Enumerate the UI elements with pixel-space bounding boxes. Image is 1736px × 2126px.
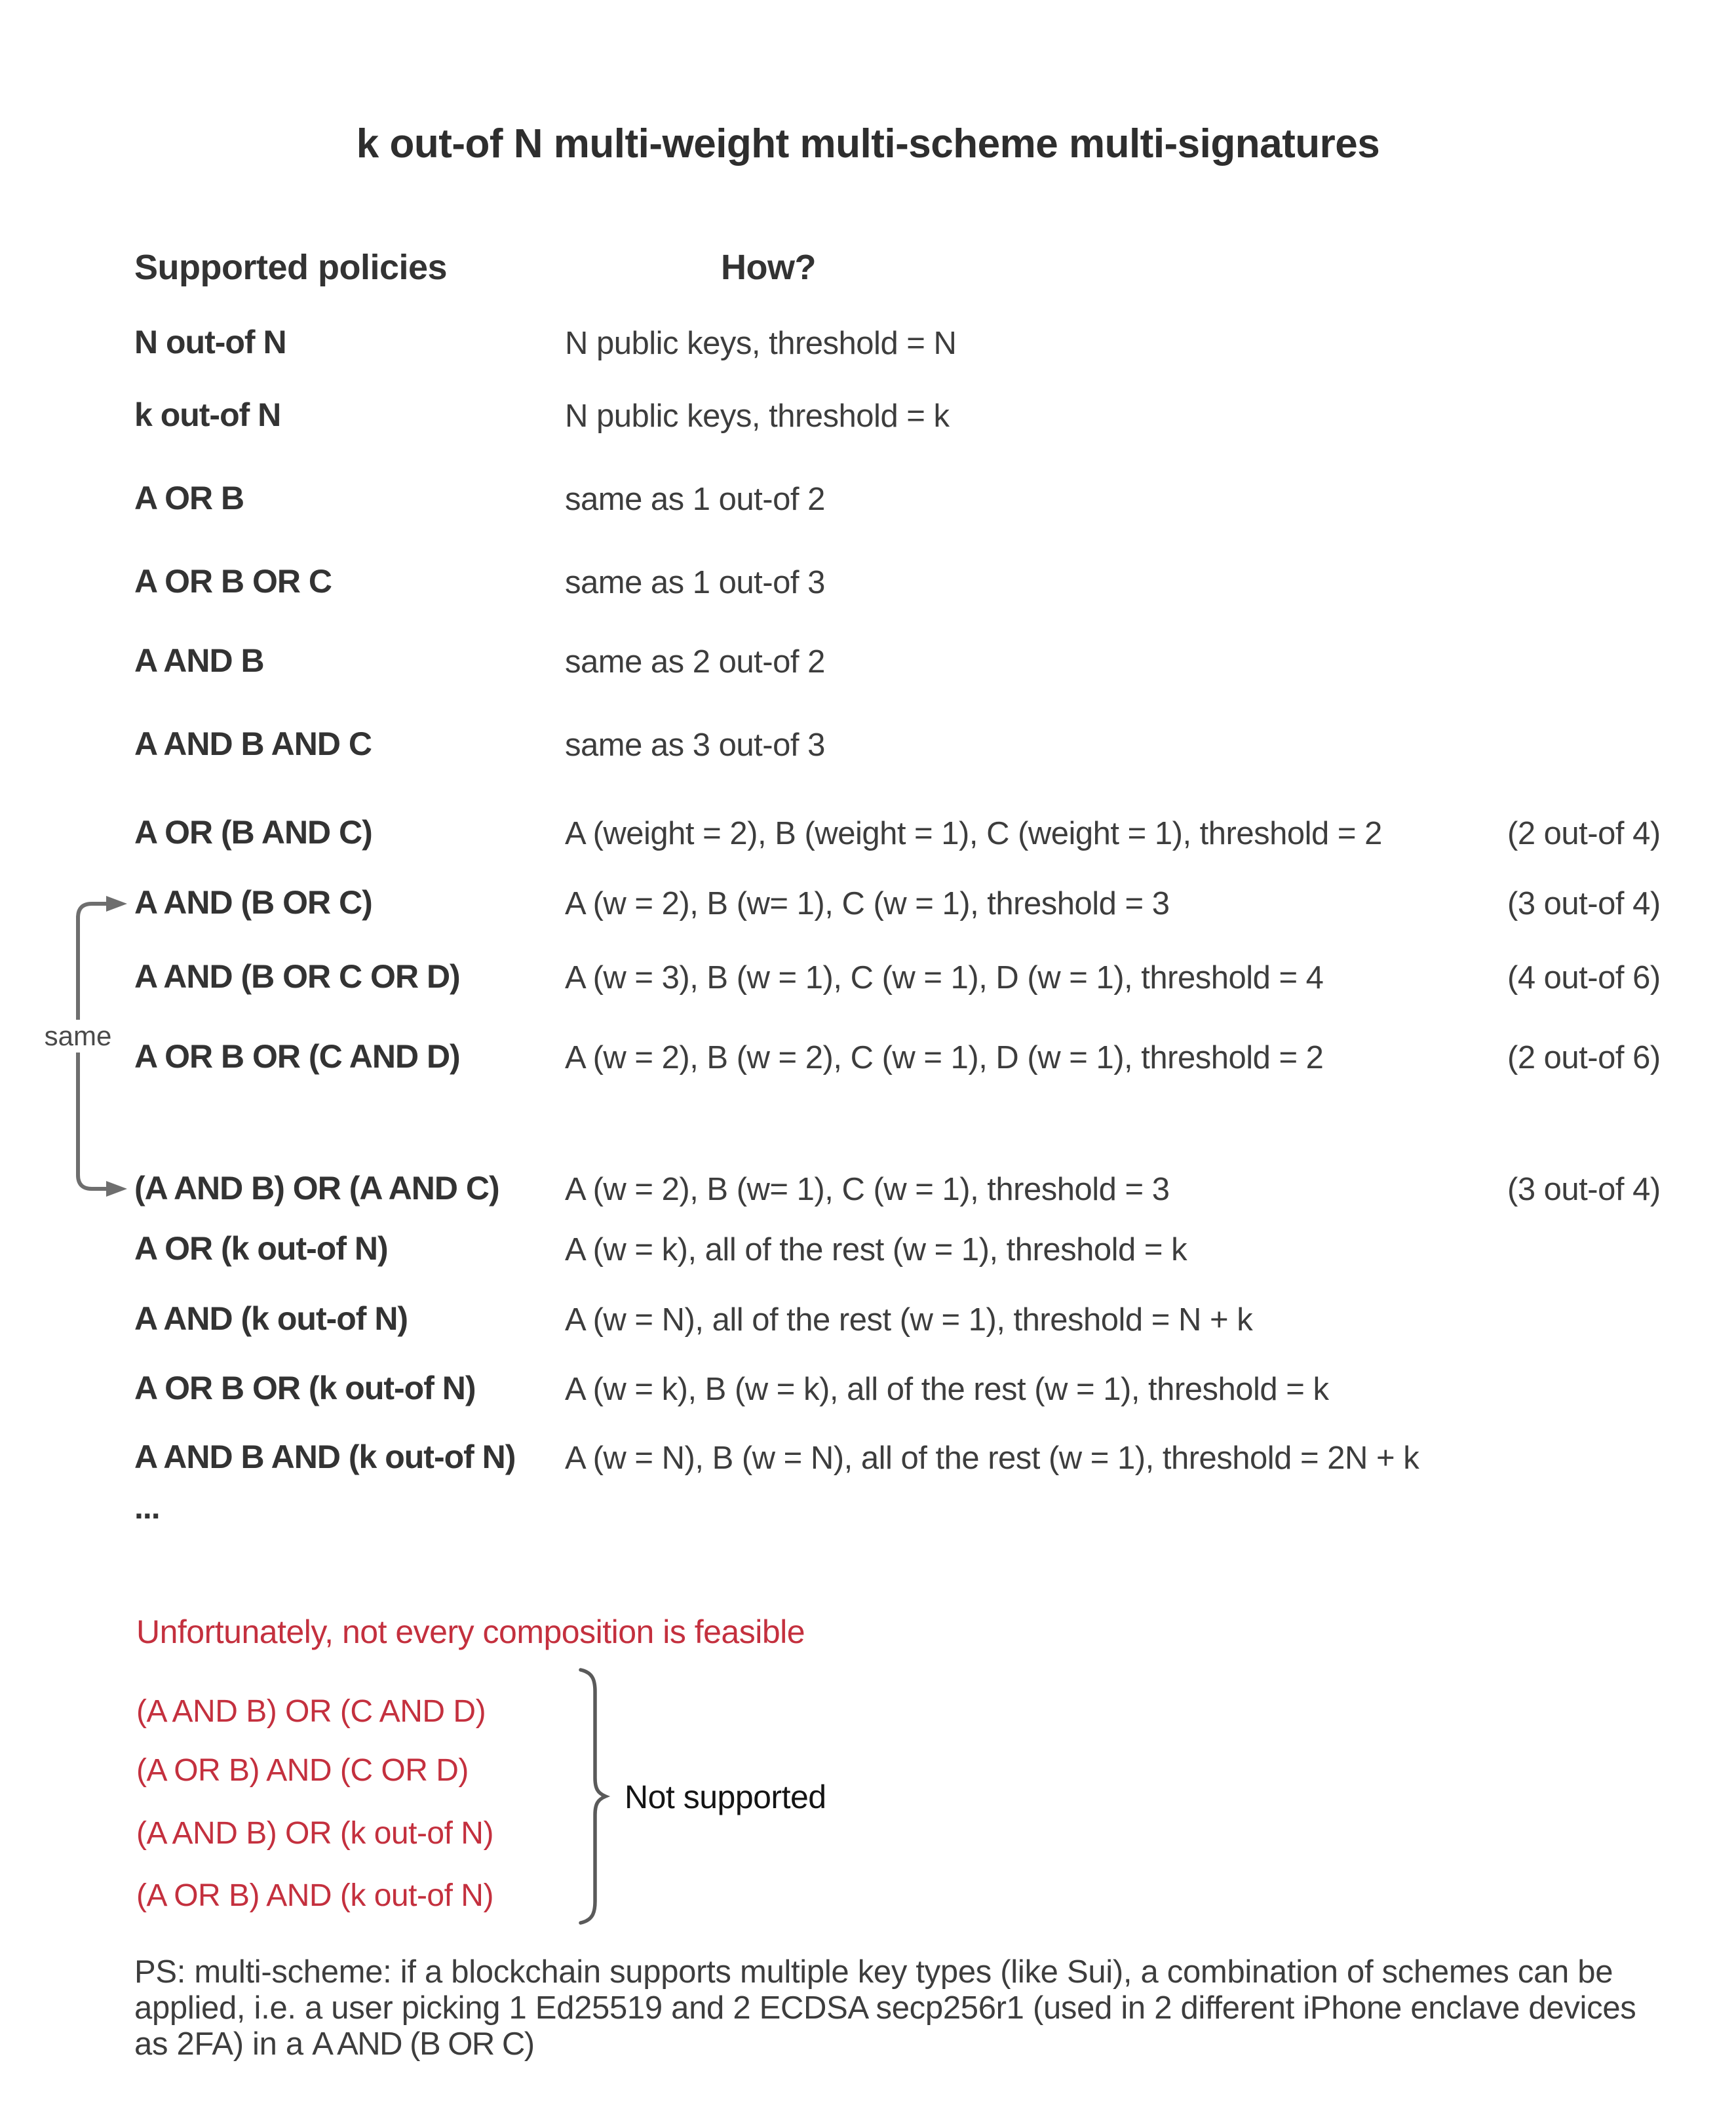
how-cell: A (w = N), all of the rest (w = 1), threshold = N + k [565,1302,1253,1338]
note-cell: (2 out-of 4) [1507,816,1661,851]
policies-column-header: Supported policies [134,248,448,287]
table-row [0,884,1736,930]
page-title: k out-of N multi-weight multi-scheme multi-signatures [356,121,1380,166]
table-row [0,642,1736,688]
ellipsis-cell: ... [134,1489,160,1526]
policy-cell: k out-of N [134,396,281,433]
ps-line: as 2FA) in a A AND (B OR C) [134,2026,534,2062]
table-row [0,1370,1736,1416]
policy-cell: A AND (B OR C) [134,884,372,921]
how-cell: A (w = 2), B (w= 1), C (w = 1), threshold = 3 [565,1172,1170,1207]
table-row [0,814,1736,860]
policy-cell: N out-of N [134,324,286,360]
how-cell: A (w = 2), B (w= 1), C (w = 1), threshold = 3 [565,886,1170,921]
ellipsis-row [0,1489,1736,1535]
how-cell: A (w = k), all of the rest (w = 1), threshold = k [565,1232,1187,1267]
note-cell: (2 out-of 6) [1507,1040,1661,1075]
policy-cell: A OR (k out-of N) [134,1230,388,1267]
policy-cell: A OR B [134,480,244,516]
how-cell: A (weight = 2), B (weight = 1), C (weight = 1), threshold = 2 [565,816,1382,851]
ps-policy-code: A AND (B OR C) [312,2026,534,2062]
infeasible-heading: Unfortunately, not every composition is feasible [136,1614,805,1650]
table-row [0,1439,1736,1484]
how-cell: same as 1 out-of 3 [565,565,825,600]
policy-cell: A AND B [134,642,264,679]
policy-cell: A AND B AND C [134,725,372,762]
table-row [0,396,1736,442]
how-cell: same as 2 out-of 2 [565,644,825,680]
note-cell: (4 out-of 6) [1507,960,1661,995]
table-row [0,1230,1736,1276]
policy-cell: A AND B AND (k out-of N) [134,1439,516,1475]
how-cell: same as 3 out-of 3 [565,727,825,763]
same-label: same [42,1020,114,1053]
table-row [0,1300,1736,1346]
infeasible-item: (A AND B) OR (C AND D) [136,1694,486,1729]
note-cell: (3 out-of 4) [1507,1172,1661,1207]
ps-note [134,1954,1661,2062]
note-cell: (3 out-of 4) [1507,886,1661,921]
how-column-header: How? [721,248,816,287]
how-cell: A (w = 3), B (w = 1), C (w = 1), D (w = 1), threshold = 4 [565,960,1324,995]
how-cell: N public keys, threshold = N [565,326,957,361]
not-supported-label: Not supported [625,1779,826,1815]
ps-line: PS: multi-scheme: if a blockchain supports multiple key types (like Sui), a combination of schemes can be [134,1954,1613,1990]
infeasible-item: (A AND B) OR (k out-of N) [136,1816,493,1851]
infeasible-item: (A OR B) AND (C OR D) [136,1753,469,1788]
table-row [0,725,1736,771]
table-row [0,1170,1736,1216]
table-row [0,324,1736,370]
how-cell: A (w = 2), B (w = 2), C (w = 1), D (w = 1), threshold = 2 [565,1040,1324,1075]
same-bracket-arrow [58,887,143,1222]
table-row [0,563,1736,609]
infeasible-item: (A OR B) AND (k out-of N) [136,1878,493,1913]
policy-cell: A OR B OR C [134,563,332,600]
policy-cell: A AND (k out-of N) [134,1300,408,1337]
policy-cell: A OR B OR (C AND D) [134,1038,460,1075]
table-header-row [0,247,1736,293]
policy-cell: A OR (B AND C) [134,814,372,851]
policy-cell: A OR B OR (k out-of N) [134,1370,476,1406]
policy-cell: A AND (B OR C OR D) [134,958,460,995]
policy-cell: (A AND B) OR (A AND C) [134,1170,499,1207]
how-cell: A (w = N), B (w = N), all of the rest (w = 1), threshold = 2N + k [565,1440,1419,1476]
how-cell: N public keys, threshold = k [565,398,950,434]
how-cell: A (w = k), B (w = k), all of the rest (w = 1), threshold = k [565,1372,1329,1407]
ps-line: applied, i.e. a user picking 1 Ed25519 and 2 ECDSA secp256r1 (used in 2 different iPhone enclave devices [134,1990,1636,2026]
curly-brace-icon [575,1668,612,1925]
how-cell: same as 1 out-of 2 [565,482,825,517]
table-row [0,1038,1736,1084]
table-row [0,958,1736,1004]
table-row [0,480,1736,526]
